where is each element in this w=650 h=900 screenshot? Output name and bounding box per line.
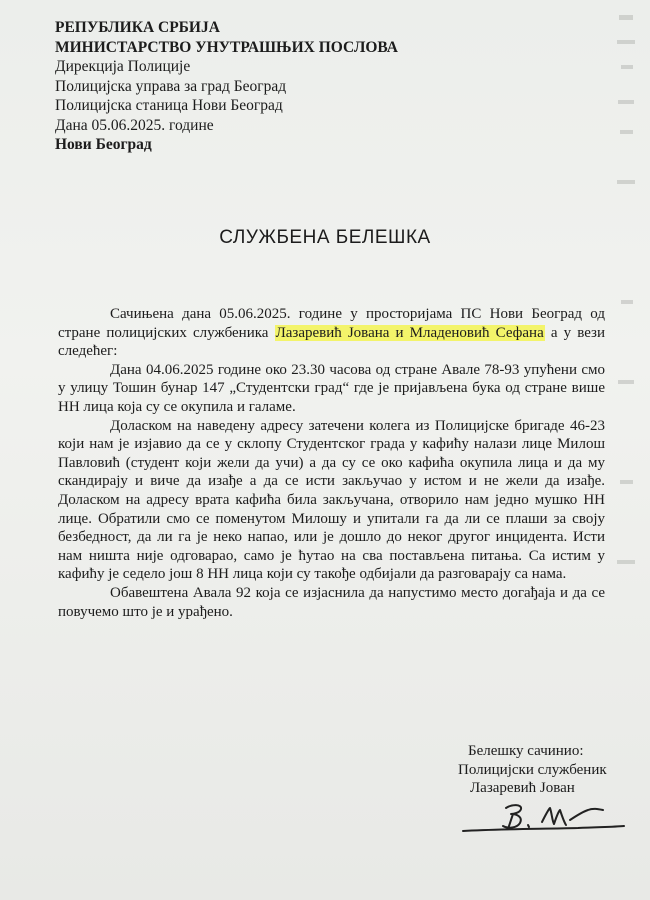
header-republic: РЕПУБЛИКА СРБИЈА bbox=[55, 19, 220, 36]
intro-text-b: а у вези следећег: bbox=[58, 324, 605, 360]
header-police-station: Полицијска станица Нови Београд bbox=[55, 97, 283, 114]
header-city: Нови Београд bbox=[55, 136, 152, 153]
document-title: СЛУЖБЕНА БЕЛЕШКА bbox=[219, 227, 431, 248]
paragraph-intro bbox=[58, 305, 605, 361]
header-police-administration: Полицијска управа за град Београд bbox=[55, 77, 287, 95]
highlighted-names: Лазаревић Јована и Младеновић Сефана bbox=[275, 324, 544, 341]
bleed-through-text bbox=[615, 0, 640, 700]
paragraph-conclusion: Обавештена Авала 92 која се изјаснила да напустимо место догађаја и да се повучемо што је и урађено. bbox=[58, 584, 605, 620]
handwritten-signature bbox=[458, 796, 628, 836]
signature-caption: Белешку сачинио: bbox=[468, 743, 584, 759]
paragraph-dispatch: Дана 04.06.2025 године око 23.30 часова од стране Авале 78-93 упућени смо у улицу Тошин бунар 147 „Студентски град“ где је пријављена бука од стране више НН лица која су се окупила и галаме. bbox=[58, 361, 605, 415]
document-header bbox=[55, 18, 398, 155]
paragraph-arrival: Доласком на наведену адресу затечени колега из Полицијске бригаде 46-23 који нам је изјавио да се у склопу Студентског града у кафићу налази лице Милош Павловић (студент који жели да учи) а да су се око кафића окупила лица и да му скандирају и виче да изађе а да се исти закључао у истом и не жели да изађе. Доласком на адресу врата кафића била закључана, отворило нам једно мушко НН лице. Обратили смо се поменутом Милошу и упитали га да ли се плаши за своју безбедност, да ли га је неко напао, или је дошло до неког другог инцидента. Исти нам ништа није одговарао, само је ћутао на сва постављена питања. Са истим у кафићу је седело још 8 НН лица који су такође одбијали да разговарају са нама. bbox=[58, 417, 605, 583]
header-ministry: МИНИСТАРСТВО УНУТРАШЊИХ ПОСЛОВА bbox=[55, 38, 398, 56]
signature-name: Лазаревић Јован bbox=[470, 780, 575, 796]
header-directorate: Дирекција Полиције bbox=[55, 58, 191, 75]
signature-role: Полицијски службеник bbox=[458, 761, 607, 778]
document-body bbox=[58, 305, 605, 621]
intro-text-a: Сачињена дана 05.06.2025. године у просторијама ПС Нови Београд од стране полицијских службеника bbox=[58, 306, 605, 341]
signature-block bbox=[458, 742, 607, 798]
header-date: Дана 05.06.2025. године bbox=[55, 116, 214, 134]
